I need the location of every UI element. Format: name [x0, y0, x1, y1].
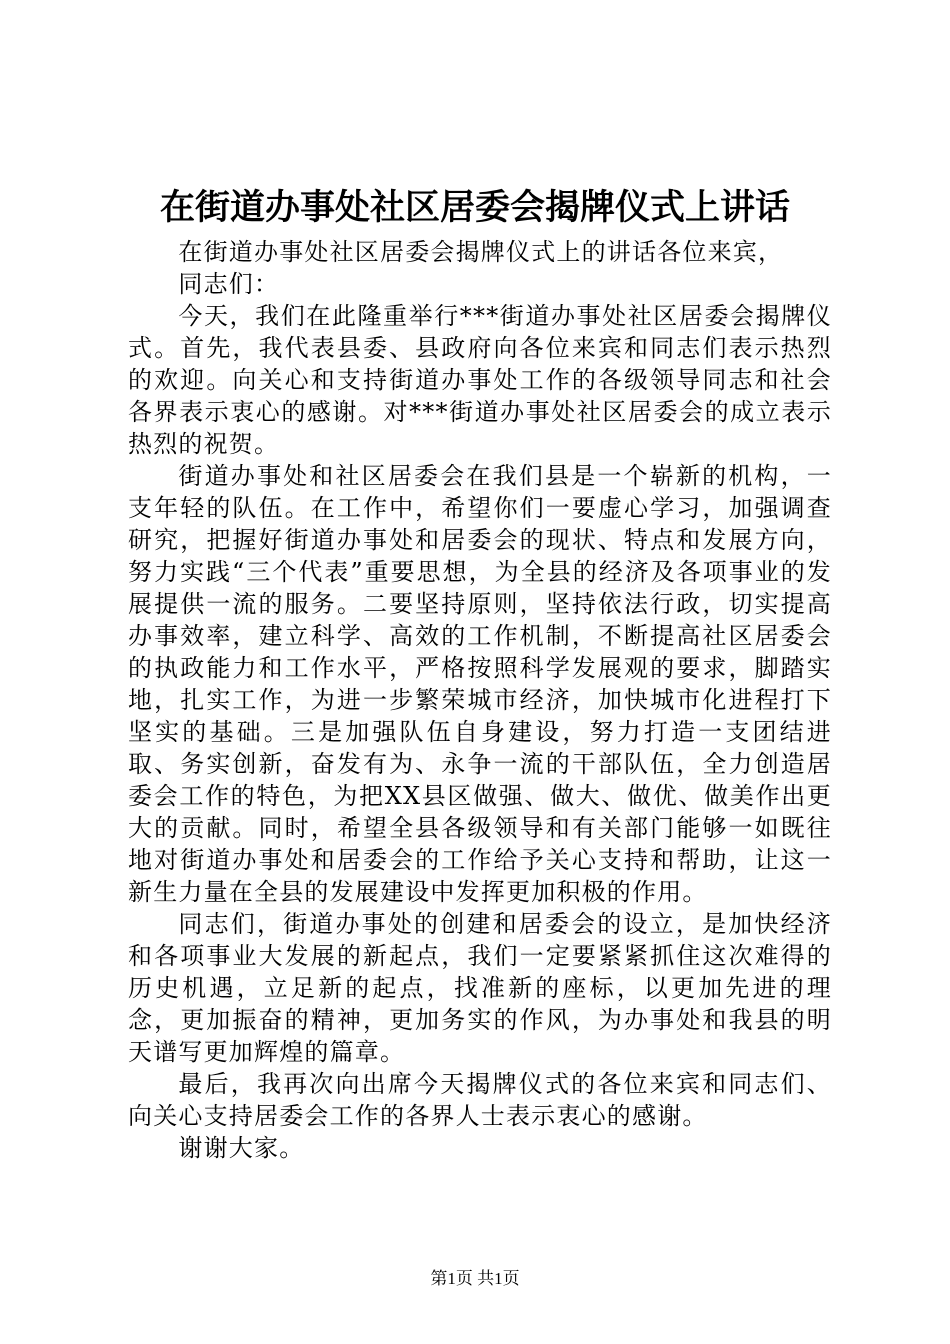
body-paragraph: 今天，我们在此隆重举行***街道办事处社区居委会揭牌仪式。首先，我代表县委、县政府向各位来宾和同志们表示热烈的欢迎。向关心和支持街道办事处工作的各级领导同志和社会各界表示衷心的感谢。对***街道办事处社区居委会的成立表示热烈的祝贺。 [128, 302, 832, 458]
document-body [128, 236, 832, 1164]
body-paragraph: 街道办事处和社区居委会在我们县是一个崭新的机构，一支年轻的队伍。在工作中，希望你们一要虚心学习，加强调查研究，把握好街道办事处和居委会的现状、特点和发展方向，努力实践“三个代表”重要思想，为全县的经济及各项事业的发展提供一流的服务。二要坚持原则，坚持依法行政，切实提高办事效率，建立科学、高效的工作机制，不断提高社区居委会的执政能力和工作水平，严格按照科学发展观的要求，脚踏实地，扎实工作，为进一步繁荣城市经济，加快城市化进程打下坚实的基础。三是加强队伍自身建设，努力打造一支团结进取、务实创新，奋发有为、永争一流的干部队伍，全力创造居委会工作的特色，为把XX县区做强、做大、做优、做美作出更大的贡献。同时，希望全县各级领导和有关部门能够一如既往地对街道办事处和居委会的工作给予关心支持和帮助，让这一新生力量在全县的发展建设中发挥更加积极的作用。 [128, 462, 832, 906]
body-paragraph: 最后，我再次向出席今天揭牌仪式的各位来宾和同志们、向关心支持居委会工作的各界人士表示衷心的感谢。 [128, 1070, 832, 1130]
page-number-footer: 第1页 共1页 [430, 1269, 520, 1288]
body-paragraph: 同志们，街道办事处的创建和居委会的设立，是加快经济和各项事业大发展的新起点，我们一定要紧紧抓住这次难得的历史机遇，立足新的起点，找准新的座标，以更加先进的理念，更加振奋的精神，更加务实的作风，为办事处和我县的明天谱写更加辉煌的篇章。 [128, 910, 832, 1066]
salutation-addressee: 同志们： [178, 270, 280, 298]
document-title: 在街道办事处社区居委会揭牌仪式上讲话 [159, 187, 790, 228]
salutation-line: 在街道办事处社区居委会揭牌仪式上的讲话各位来宾， [178, 238, 784, 266]
closing-line: 谢谢大家。 [178, 1134, 305, 1162]
